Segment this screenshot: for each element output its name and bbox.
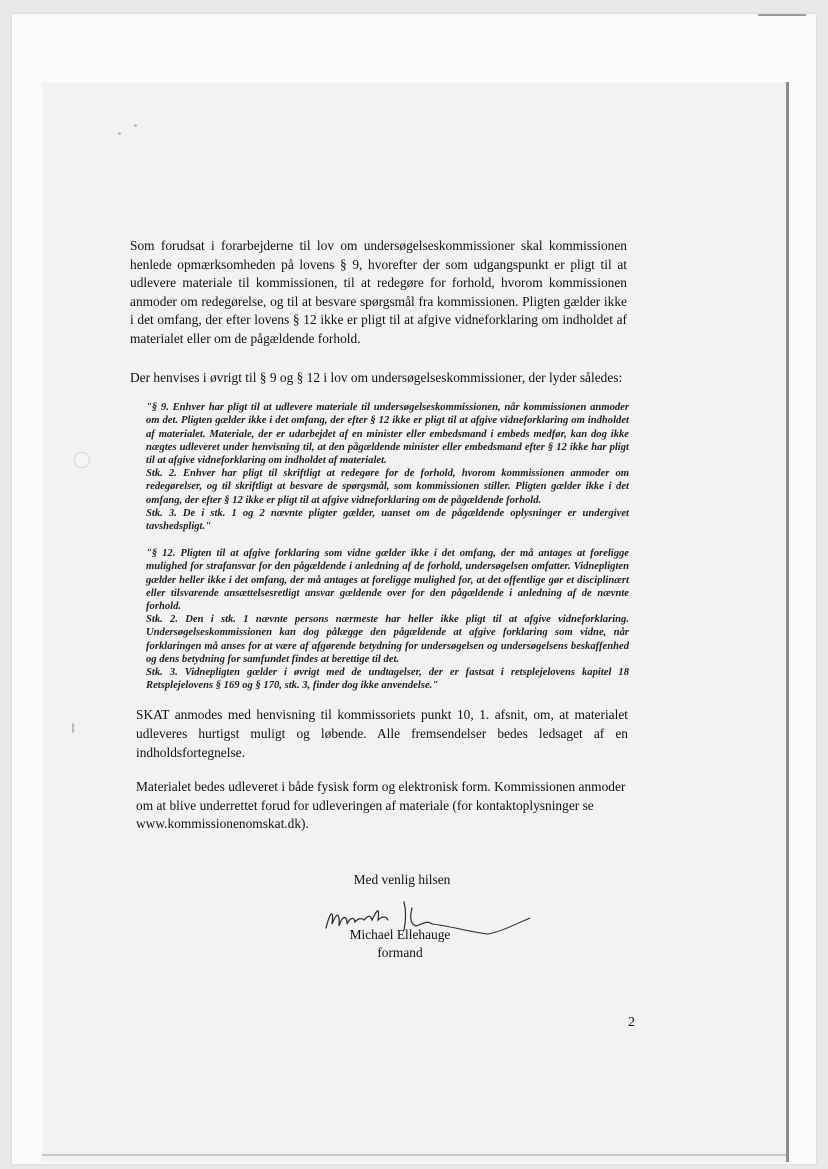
quote-12-stk2: Stk. 2. Den i stk. 1 nævnte persons nærmeste har heller ikke pligt til at afgive vidneforklaring. Undersøgelseskommissionen kan dog pålægge den pågældende at afgive forklaring som vidne, når forklaringen må anses for at være af afgørende betydning for undersøgelsen og undersøgelsens beskaffenhed og dens betydning for samfundet findes at berettige til det.	[146, 614, 629, 665]
scan-speck	[134, 124, 137, 127]
paragraph-request: SKAT anmodes med henvisning til kommissoriets punkt 10, 1. afsnit, om, at materialet udleveres hurtigst muligt og løbende. Alle fremsendelser bedes ledsaget af en indholdsfortegnelse.	[136, 707, 628, 760]
signatory-name: Michael Ellehauge	[349, 927, 451, 942]
quote-9-stk3: Stk. 3. De i stk. 1 og 2 nævnte pligter gælder, uanset om de pågældende oplysninger er undergivet tavshedspligt."	[146, 507, 629, 532]
signatory-title: formand	[377, 945, 423, 960]
quote-9-stk1: "§ 9. Enhver har pligt til at udlevere materiale til undersøgelseskommissionen, når kommissionen anmoder om det. Pligten gælder ikke i det omfang, der efter § 12 ikke er pligt til at afgive vidneforklaring om indholdet af materialet. Materiale, der er udarbejdet af en minister eller embedsmand i embeds medfør, kan dog ikke nægtes udleveret under henvisning til, at den pågældende minister eller embedsmand efter § 12 ikke har pligt til at afgive vidneforklaring om indholdet af materialet.	[146, 402, 629, 466]
punch-hole-mark	[74, 452, 90, 468]
paragraph-obligation: Som forudsat i forarbejderne til lov om undersøgelseskommissioner skal kommissionen henlede opmærksomheden på lovens § 9, hvorefter der som udgangspunkt er pligt til at udlevere materiale til kommissionen, til at redegøre for forhold, hvorom kommissionen anmoder om redegørelse, og til at besvare spørgsmål fra kommissionen. Pligten gælder ikke i det omfang, der efter lovens § 12 ikke er pligt til at afgive vidneforklaring om indholdet af materialet eller om de pågældende forhold.	[130, 238, 627, 346]
letter-body	[130, 237, 627, 834]
bottom-edge-line	[42, 1154, 786, 1156]
page-number: 2	[628, 1015, 635, 1030]
quote-9-stk2: Stk. 2. Enhver har pligt til skriftligt at redegøre for de forhold, hvorom kommissionen anmoder om redegørelser, og til skriftligt at besvare de spørgsmål, som kommissionen stiller. Pligten gælder ikke i det omfang, der efter § 12 ikke er pligt til at afgive vidneforklaring om de pågældende forhold.	[146, 468, 629, 506]
quote-12-stk1: "§ 12. Pligten til at afgive forklaring som vidne gælder ikke i det omfang, der må antages at foreligge mulighed for strafansvar for den pågældende i anledning af de forhold, undersøgelsen omfatter. Vidnepligten gælder heller ikke i det omfang, der må antages at foreligge mulighed for, at det offentlige gør et disciplinært eller tilsvarende ansættelsesretligt ansvar gældende over for den pågældende i anledning af de nævnte forhold.	[146, 548, 629, 612]
scan-speck	[118, 132, 121, 135]
paragraph-delivery: Materialet bedes udleveret i både fysisk form og elektronisk form. Kommissionen anmoder om at blive underrettet forud for udleveringen af materiale (for kontaktoplysninger se www.kommissionenomskat.dk).	[136, 779, 626, 832]
quote-section-12	[146, 547, 629, 692]
quote-12-stk3: Stk. 3. Vidnepligten gælder i øvrigt med de undtagelser, der er fastsat i retsplejelovens kapitel 18 Retsplejelovens § 169 og § 170, stk. 3, finder dog ikke anvendelse."	[146, 667, 629, 692]
scan-speck	[72, 723, 74, 733]
top-edge-mark	[758, 14, 806, 16]
closing-greeting: Med venlig hilsen	[353, 872, 451, 887]
paragraph-reference: Der henvises i øvrigt til § 9 og § 12 i lov om undersøgelseskommissioner, der lyder således:	[130, 369, 623, 385]
quote-section-9	[146, 401, 629, 533]
